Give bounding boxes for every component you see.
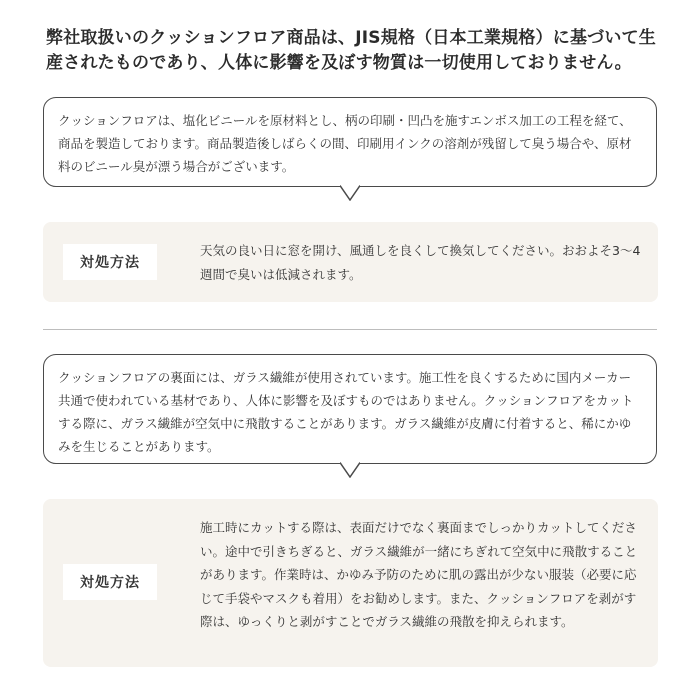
section-divider bbox=[43, 329, 657, 330]
speech-bubble-tail bbox=[340, 185, 360, 201]
odor-explanation-bubble bbox=[43, 97, 657, 187]
odor-countermeasure-box bbox=[43, 222, 658, 302]
countermeasure-label: 対処方法 bbox=[63, 244, 157, 280]
odor-countermeasure-text: 天気の良い日に窓を開け、風通しを良くして換気してください。おおよそ3〜4週間で臭いは低減されます。 bbox=[200, 243, 641, 282]
page-heading: 弊社取扱いのクッションフロア商品は、JIS規格（日本工業規格）に基づいて生産されたものであり、人体に影響を及ぼす物質は一切使用しておりません。 bbox=[46, 28, 656, 73]
glass-fiber-countermeasure-box bbox=[43, 499, 658, 667]
glass-fiber-countermeasure-text: 施工時にカットする際は、表面だけでなく裏面までしっかりカットしてください。途中で引きちぎると、ガラス繊維が一緒にちぎれて空気中に飛散することがあります。作業時は、かゆみ予防のために肌の露出が少ない服装（必要に応じて手袋やマスクも着用）をお勧めします。また、クッションフロアを剥がす際は、ゆっくりと剥がすことでガラス繊維の飛散を抑えられます。 bbox=[200, 520, 638, 629]
countermeasure-label: 対処方法 bbox=[63, 564, 157, 600]
glass-fiber-explanation-text: クッションフロアの裏面には、ガラス繊維が使用されています。施工性を良くするために国内メーカー共通で使われている基材であり、人体に影響を及ぼすものではありません。クッションフロアをカットする際に、ガラス繊維が空気中に飛散することがあります。ガラス繊維が皮膚に付着すると、稀にかゆみを生じることがあります。 bbox=[58, 370, 634, 454]
odor-explanation-text: クッションフロアは、塩化ビニールを原材料とし、柄の印刷・凹凸を施すエンボス加工の工程を経て、商品を製造しております。商品製造後しばらくの間、印刷用インクの溶剤が残留して臭う場合や、原材料のビニール臭が漂う場合がございます。 bbox=[58, 113, 632, 174]
speech-bubble-tail bbox=[340, 462, 360, 478]
glass-fiber-explanation-bubble bbox=[43, 354, 657, 464]
